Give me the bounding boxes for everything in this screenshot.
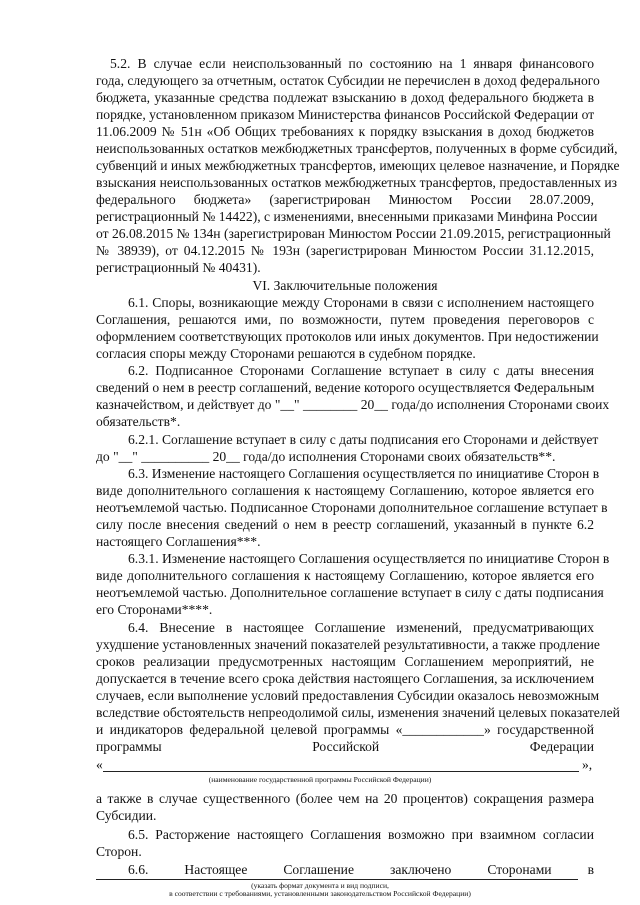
- text-line: 11.06.2009 № 51н «Об Общих требованиях к порядку взыскания в доход бюджетов: [96, 124, 594, 139]
- text-line: субвенций и иных межбюджетных трансфертов, имеющих целевое назначение, и Порядке: [96, 158, 620, 173]
- text-line: до "__" __________ 20__ года/до исполнения Сторонами своих обязательств**.: [96, 449, 556, 464]
- text-line: и индикаторов федеральной целевой программы «____________» государственной: [96, 722, 594, 737]
- text-line: допускается в течение всего срока действия настоящего Соглашения, за исключением: [96, 671, 595, 686]
- text-line: неотъемлемой частью. Дополнительное соглашение вступает в силу с даты подписания: [96, 585, 604, 600]
- format-hint: в соответствии с требованиями, установленными законодательством Российской Федерации): [169, 889, 471, 898]
- text-line: № 38939), от 04.12.2015 № 193н (зарегистрирован Минюстом России 31.12.2015,: [96, 243, 594, 258]
- text-line: взыскания неиспользованных остатков межбюджетных трансфертов, предоставленных из: [96, 175, 618, 190]
- text-line: казначейством, и действует до "__" ________ 20__ года/до исполнения Сторонами своих: [96, 397, 610, 412]
- text-line: вследствие обстоятельств непреодолимой силы, изменения значений целевых показателей: [96, 705, 620, 720]
- format-hint: (указать формат документа и вид подписи,: [251, 881, 389, 890]
- program-blank-open: «: [96, 757, 103, 772]
- text-line: 6.3.1. Изменение настоящего Соглашения осуществляется по инициативе Сторон в: [128, 551, 610, 566]
- text-line: настоящего Соглашения***.: [96, 534, 261, 549]
- text-line: Субсидии.: [96, 808, 157, 823]
- text-line: его Сторонами****.: [96, 602, 213, 617]
- program-blank-close: »,: [582, 757, 593, 772]
- text-line: федерального бюджета» (зарегистрирован Минюстом России 28.07.2009,: [96, 192, 594, 207]
- text-line: сведений о нем в реестр соглашений, ведение которого осуществляется Федеральным: [96, 380, 595, 395]
- clause-6-6: 6.6. Настоящее Соглашение заключено Сторонами в: [128, 862, 594, 877]
- text-line: регистрационный № 40431).: [96, 260, 261, 275]
- text-line: а также в случае существенного (более чем на 20 процентов) сокращения размера: [96, 791, 594, 806]
- text-line: 6.2. Подписанное Сторонами Соглашение вступает в силу с даты внесения: [128, 363, 594, 378]
- text-line: ухудшение установленных значений показателей результативности, а также продление: [96, 637, 600, 652]
- text-line: обязательств*.: [96, 414, 181, 429]
- text-line: бюджета, указанные средства подлежат взысканию в доход федерального бюджета в: [96, 90, 594, 105]
- text-line: неотъемлемой частью. Подписанное Сторонами дополнительное соглашение вступает в: [96, 500, 608, 515]
- format-blank: [96, 879, 578, 880]
- text-line: случаев, если выполнение условий предоставления Субсидии оказалось невозможным: [96, 688, 600, 703]
- text-line: неиспользованных остатков межбюджетных трансфертов, полученных в форме субсидий,: [96, 141, 618, 156]
- text-line: 6.4. Внесение в настоящее Соглашение изменений, предусматривающих: [128, 620, 594, 635]
- text-line: виде дополнительного соглашения к настоящему Соглашению, которое является его: [96, 483, 594, 498]
- text-line: от 26.08.2015 № 134н (зарегистрирован Минюстом России 21.09.2015, регистрационный: [96, 226, 611, 241]
- text-line: порядке, установленном приказом Министерства финансов Российской Федерации от: [96, 107, 595, 122]
- text-line: 6.1. Споры, возникающие между Сторонами в связи с исполнением настоящего: [128, 295, 594, 310]
- text-line: 6.2.1. Соглашение вступает в силу с даты подписания его Сторонами и действует: [128, 432, 599, 447]
- text-line: сроков реализации предусмотренных настоящим Соглашением мероприятий, не: [96, 654, 594, 669]
- text-line: силу после внесения сведений о нем в реестр соглашений, указанный в пункте 6.2: [96, 517, 594, 532]
- text-line: Соглашения, решаются ими, по возможности, путем проведения переговоров с: [96, 312, 594, 327]
- section-heading: VI. Заключительные положения: [252, 278, 438, 293]
- text-line: программы Российской Федерации: [96, 739, 594, 754]
- text-line: года, следующего за отчетным, остаток Субсидии не перечислен в доход федерального: [96, 73, 600, 88]
- text-line: регистрационный № 14422), с изменениями, внесенными приказами Минфина России: [96, 209, 598, 224]
- text-line: оформлением соответствующих протоколов или иных документов. При недостижении: [96, 329, 599, 344]
- program-hint: (наименование государственной программы Российской Федерации): [208, 775, 432, 784]
- program-name-blank: [103, 771, 579, 772]
- text-line: виде дополнительного соглашения к настоящему Соглашению, которое является его: [96, 568, 594, 583]
- text-line: согласия споры между Сторонами решаются в судебном порядке.: [96, 346, 476, 361]
- text-line: 6.3. Изменение настоящего Соглашения осуществляется по инициативе Сторон в: [128, 466, 600, 481]
- text-line: 5.2. В случае если неиспользованный по состоянию на 1 января финансового: [110, 56, 594, 71]
- text-line: 6.5. Расторжение настоящего Соглашения возможно при взаимном согласии: [128, 827, 594, 842]
- text-line: Сторон.: [96, 844, 142, 859]
